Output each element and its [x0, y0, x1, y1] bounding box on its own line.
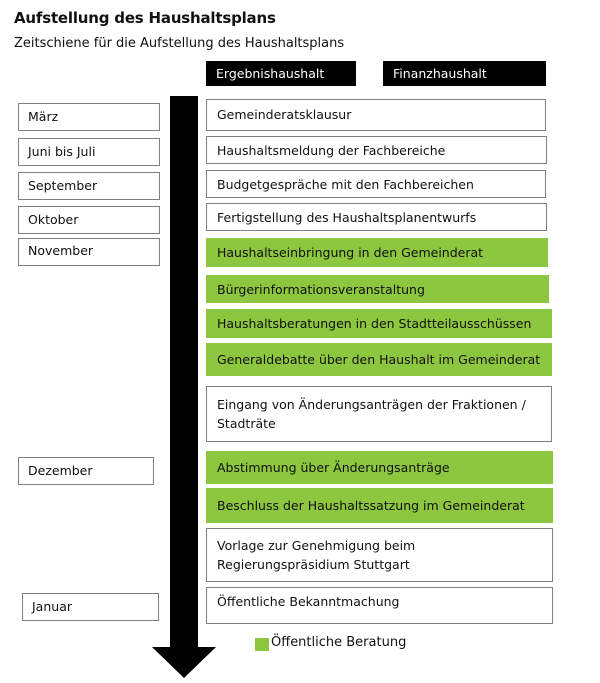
- step-label: Beschluss der Haushaltssatzung im Gemeinderat: [217, 498, 525, 513]
- diagram-subtitle: Zeitschiene für die Aufstellung des Haushaltsplans: [14, 36, 345, 51]
- step-buergerinformation: [206, 275, 549, 303]
- header-ergebnishaushalt: Ergebnishaushalt: [206, 61, 356, 86]
- step-label: Eingang von Änderungsanträgen der Fraktionen / Stadträte: [217, 397, 526, 431]
- step-fertigstellung-entwurf: [206, 203, 547, 231]
- step-haushaltsmeldung: [206, 136, 547, 164]
- step-generaldebatte: [206, 343, 552, 376]
- step-eingang-aenderungsantraege: [206, 386, 552, 442]
- month-oktober: Oktober: [18, 206, 160, 234]
- month-november: November: [18, 238, 160, 266]
- step-label: Bürgerinformationsveranstaltung: [217, 281, 425, 297]
- step-label: Budgetgespräche mit den Fachbereichen: [217, 176, 474, 192]
- month-dezember: Dezember: [18, 457, 154, 485]
- month-juni-bis-juli: Juni bis Juli: [18, 138, 160, 166]
- step-gemeinderatsklausur: [206, 99, 546, 131]
- month-maerz: März: [18, 103, 160, 131]
- step-label: Abstimmung über Änderungsanträge: [217, 460, 450, 475]
- month-september: September: [18, 172, 160, 200]
- diagram-title: Aufstellung des Haushaltsplans: [14, 9, 276, 27]
- step-label: Haushaltseinbringung in den Gemeinderat: [217, 245, 484, 260]
- step-label: Haushaltsberatungen in den Stadtteilausschüssen: [217, 316, 532, 331]
- legend-swatch: [255, 638, 269, 651]
- step-budgetgespraeche: [206, 170, 546, 198]
- step-haushaltseinbringung: [206, 238, 548, 267]
- step-label: Öffentliche Bekanntmachung: [217, 594, 400, 609]
- legend-label: Öffentliche Beratung: [271, 635, 407, 650]
- timeline-arrow-shaft: [170, 96, 198, 648]
- step-label: Fertigstellung des Haushaltsplanentwurfs: [217, 209, 477, 225]
- step-abstimmung-aenderungsantraege: [206, 451, 553, 484]
- step-label: Vorlage zur Genehmigung beim Regierungspräsidium Stuttgart: [217, 538, 416, 572]
- header-finanzhaushalt: Finanzhaushalt: [383, 61, 546, 86]
- step-beschluss-haushaltssatzung: [206, 488, 553, 523]
- step-haushaltsberatungen: [206, 309, 552, 338]
- month-januar: Januar: [22, 593, 159, 621]
- step-label: Generaldebatte über den Haushalt im Gemeinderat: [217, 352, 541, 367]
- step-oeffentliche-bekanntmachung: [206, 587, 553, 624]
- step-vorlage-genehmigung: [206, 528, 553, 582]
- step-label: Gemeinderatsklausur: [217, 107, 352, 122]
- step-label: Haushaltsmeldung der Fachbereiche: [217, 142, 446, 158]
- timeline-arrow-head: [152, 647, 216, 678]
